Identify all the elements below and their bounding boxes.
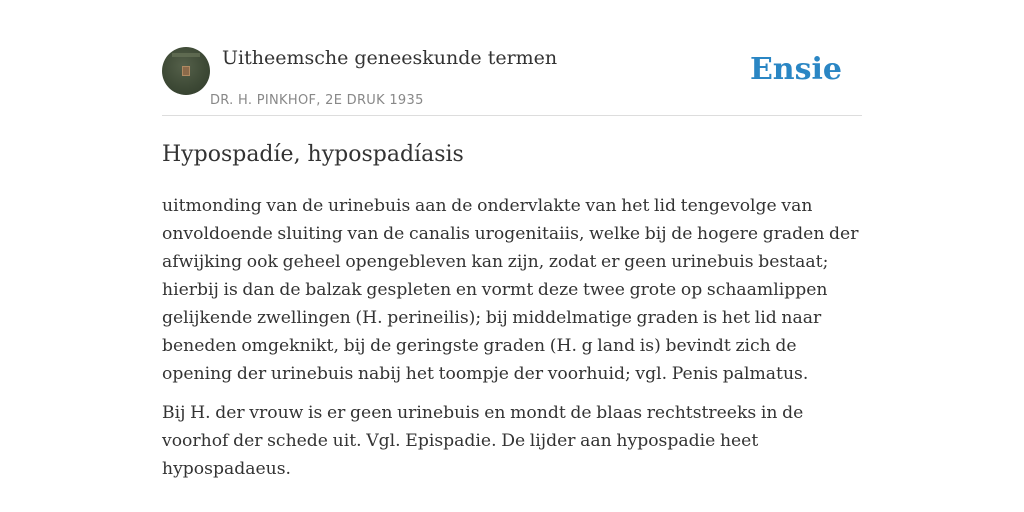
book-cover-image[interactable] (162, 47, 210, 95)
ensie-logo[interactable]: Ensie (749, 52, 842, 87)
book-author: DR. H. PINKHOF, 2E DRUK 1935 (210, 93, 424, 108)
entry-paragraph: Bij H. der vrouw is er geen urinebuis en mondt de blaas rechtstreeks in de voorhof der schede uit. Vgl. Epispadie. De lijder aan hypospadie heet hypospadaeus. (162, 403, 804, 479)
entry-title: Hypospadíe, hypospadíasis (162, 142, 464, 167)
entry-paragraph: uitmonding van de urinebuis aan de ondervlakte van het lid tengevolge van onvoldoende sluiting van de canalis urogenitaiis, welke bij de hogere graden der afwijking ook geheel opengebleven kan zijn, zodat er geen urinebuis bestaat; hierbij is dan de balzak gespleten en vormt deze twee grote op schaamlippen gelijkende zwellingen (H. perineilis); bij middelmatige graden is het lid naar beneden omgeknikt, bij de geringste graden (H. g land is) bevindt zich de opening der urinebuis nabij het toompje der voorhuid; vgl. Penis palmatus. (162, 196, 859, 384)
entry-body (162, 192, 862, 494)
book-cover-band (172, 53, 200, 57)
book-title[interactable]: Uitheemsche geneeskunde termen (222, 47, 558, 69)
book-cover-label (182, 66, 190, 76)
entry-header (162, 0, 862, 116)
content-container (162, 0, 862, 479)
